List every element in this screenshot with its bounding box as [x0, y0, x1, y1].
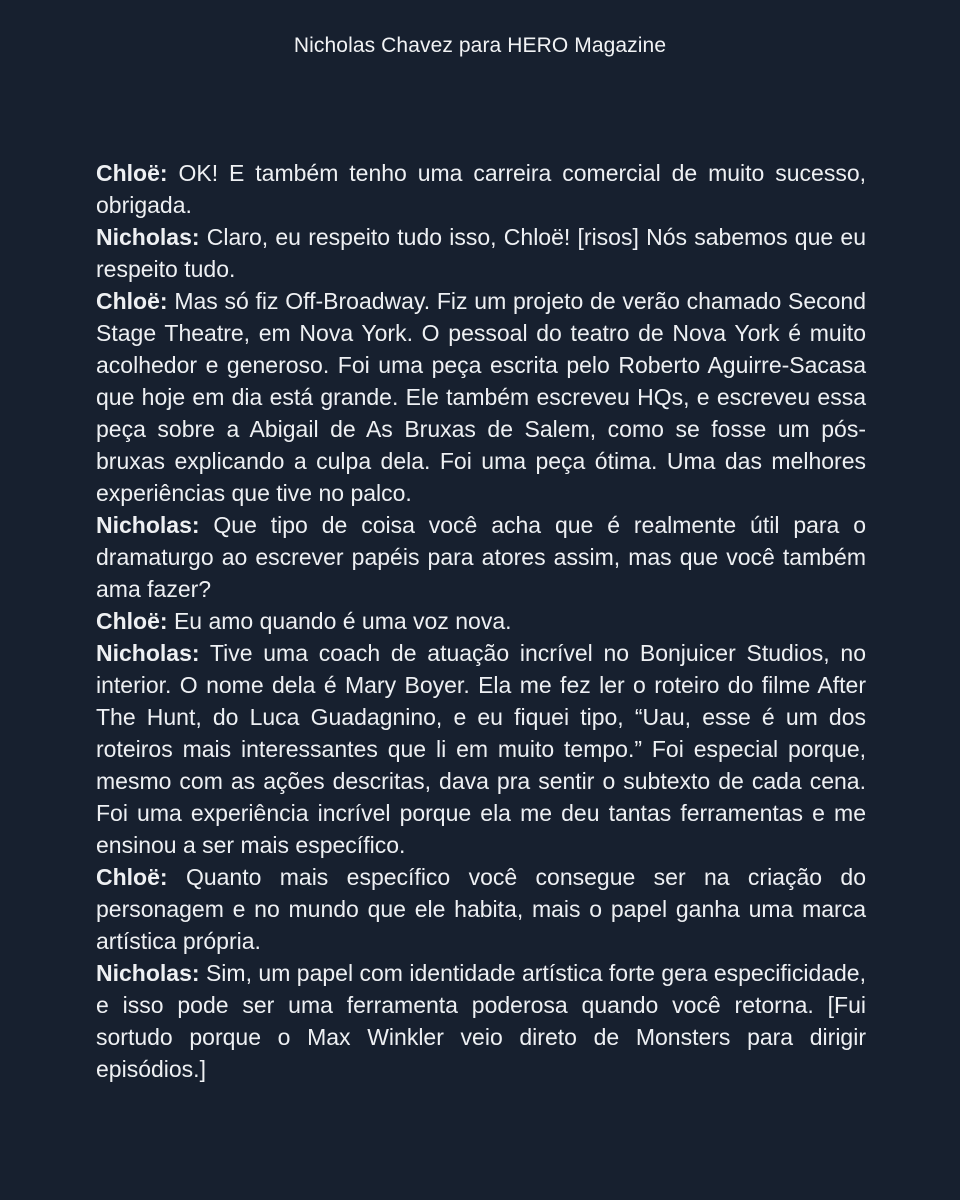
turn-text: Tive uma coach de atuação incrível no Bonjuicer Studios, no interior. O nome dela é Mary Boyer. Ela me fez ler o roteiro do filme After The Hunt, do Luca Guadagnino, e eu fiquei tipo, “Uau, esse é um dos roteiros mais interessantes que li em muito tempo.” Foi especial porque, mesmo com as ações descritas, dava pra sentir o subtexto de cada cena. Foi uma experiência incrível porque ela me deu tantas ferramentas e me ensinou a ser mais específico.: [96, 640, 866, 858]
speaker-label: Chloë:: [96, 864, 168, 890]
transcript-turn: [96, 637, 866, 861]
speaker-label: Chloë:: [96, 288, 168, 314]
transcript-turn: [96, 957, 866, 1085]
turn-text: Eu amo quando é uma voz nova.: [173, 608, 512, 634]
speaker-label: Nicholas:: [96, 960, 200, 986]
interview-transcript: [96, 157, 866, 1085]
speaker-label: Nicholas:: [96, 640, 200, 666]
transcript-turn: [96, 221, 866, 285]
speaker-label: Nicholas:: [96, 512, 200, 538]
transcript-turn: [96, 861, 866, 957]
transcript-turn: [96, 605, 866, 637]
turn-text: Que tipo de coisa você acha que é realmente útil para o dramaturgo ao escrever papéis para atores assim, mas que você também ama fazer?: [96, 512, 867, 602]
speaker-label: Nicholas:: [96, 224, 200, 250]
turn-text: Sim, um papel com identidade artística forte gera especificidade, e isso pode ser uma ferramenta poderosa quando você retorna. [Fui sortudo porque o Max Winkler veio direto de Monsters para dirigir episódios.]: [96, 960, 866, 1082]
page-title: Nicholas Chavez para HERO Magazine: [293, 34, 667, 57]
speaker-label: Chloë:: [96, 608, 168, 634]
transcript-turn: [96, 285, 866, 509]
speaker-label: Chloë:: [96, 160, 168, 186]
turn-text: Mas só fiz Off-Broadway. Fiz um projeto de verão chamado Second Stage Theatre, em Nova York. O pessoal do teatro de Nova York é muito acolhedor e generoso. Foi uma peça escrita pelo Roberto Aguirre-Sacasa que hoje em dia está grande. Ele também escreveu HQs, e escreveu essa peça sobre a Abigail de As Bruxas de Salem, como se fosse um pós-bruxas explicando a culpa dela. Foi uma peça ótima. Uma das melhores experiências que tive no palco.: [96, 288, 866, 506]
transcript-turn: [96, 509, 866, 605]
turn-text: OK! E também tenho uma carreira comercial de muito sucesso, obrigada.: [96, 160, 867, 218]
transcript-turn: [96, 157, 866, 221]
turn-text: Quanto mais específico você consegue ser na criação do personagem e no mundo que ele habita, mais o papel ganha uma marca artística própria.: [96, 864, 867, 954]
turn-text: Claro, eu respeito tudo isso, Chloë! [risos] Nós sabemos que eu respeito tudo.: [96, 224, 867, 282]
